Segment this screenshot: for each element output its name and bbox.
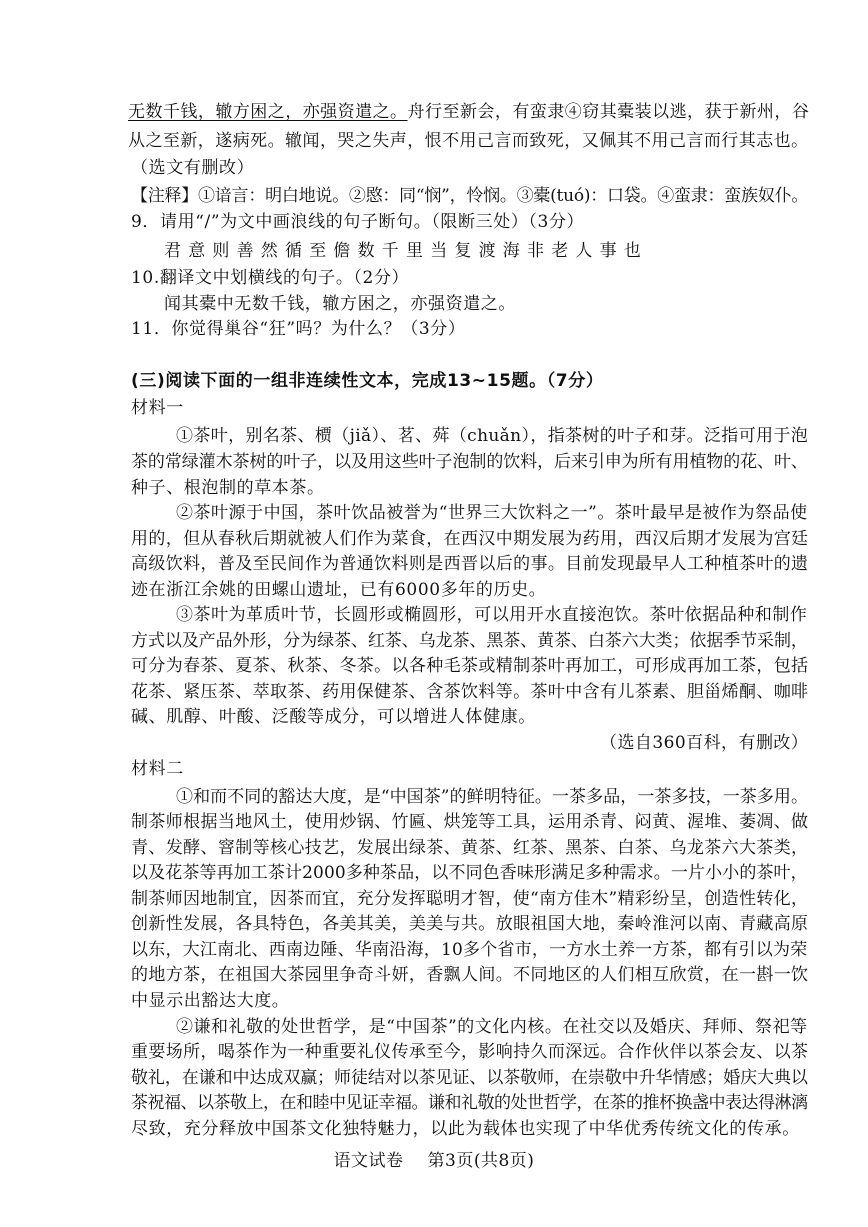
passage-line-1-rest: 舟行至新会，有蛮隶④窃其橐装以逃，获于新州，谷 [407, 102, 810, 122]
material-2-line: 制茶师根据当地风土，使用炒锅、竹匾、烘笼等工具，运用杀青、闷黄、渥堆、萎凋、做 [131, 812, 809, 832]
footer-subject: 语文试卷 [333, 1151, 404, 1171]
material-2-line: 敬礼，在谦和中达成双赢；师徒结对以茶见证、以茶敬师，在崇敬中升华情感；婚庆大典以 [131, 1068, 808, 1088]
material-1-title: 材料一 [131, 398, 184, 418]
material-2-title: 材料二 [131, 759, 184, 779]
material-2-line: 中显示出豁达大度。 [131, 991, 290, 1011]
material-2-line: 重要场所，喝茶作为一种重要礼仪传承至今，影响持久而深远。合作伙伴以茶会友、以茶 [131, 1042, 809, 1062]
question-10: 10.翻译文中划横线的句子。（2分） [131, 268, 410, 288]
material-2-line: 青、发酵、窨制等核心技艺，发展出绿茶、黄茶、红茶、黑茶、白茶、乌龙茶六大茶类， [131, 838, 809, 858]
question-10-sentence: 闻其橐中无数千钱，辙方困之，亦强资遣之。 [164, 294, 516, 314]
material-1-line: ①茶叶，别名茶、槚（jiǎ）、茗、荈（chuǎn），指茶树的叶子和芽。泛指可用于泡 [176, 426, 809, 446]
material-1-source: （选自360百科，有删改） [600, 733, 809, 753]
footer-page-number: 第3页(共8页) [427, 1151, 535, 1171]
material-2-line: ①和而不同的豁达大度，是“中国茶”的鲜明特征。一茶多品，一茶多技，一茶多用。 [176, 787, 809, 807]
material-1-line: ③茶叶为革质叶节，长圆形或椭圆形，可以用开水直接泡饮。茶叶依据品种和制作 [176, 605, 808, 625]
material-2-line: ②谦和礼敬的处世哲学，是“中国茶”的文化内核。在社交以及婚庆、拜师、祭祀等 [176, 1017, 808, 1037]
passage-source: （选文有删改） [131, 158, 255, 178]
question-9-sentence: 君意则善然循至儋数千里当复渡海非老人事也 [164, 241, 648, 261]
material-1-line: 碱、肌醇、叶酸、泛酸等成分，可以增进人体健康。 [131, 707, 536, 727]
page-footer [0, 1150, 868, 1172]
question-9: 9．请用“/”为文中画浪线的句子断句。（限断三处）（3分） [131, 212, 585, 232]
material-2-line: 茶祝福、以茶敬上，在和睦中见证幸福。谦和礼敬的处世哲学，在茶的推杯换盏中表达得淋漓 [131, 1093, 808, 1113]
material-1-line: 花茶、紧压茶、萃取茶、药用保健茶、含茶饮料等。茶叶中含有儿茶素、胆甾烯酮、咖啡 [131, 682, 809, 702]
material-1-line: 可分为春茶、夏茶、秋茶、冬茶。以各种毛茶或精制茶叶再加工，可形成再加工茶，包括 [131, 656, 809, 676]
material-2-line: 以及花茶等再加工茶计2000多种茶品，以不同色香味形满足多种需求。一片小小的茶叶， [131, 863, 808, 883]
material-2-line: 制茶师因地制宜，因茶而宜，充分发挥聪明才智，使“南方佳木”精彩纷呈，创造性转化， [131, 889, 809, 909]
material-1-line: 方式以及产品外形，分为绿茶、红茶、乌龙茶、黑茶、黄茶、白茶六大类；依据季节采制， [131, 631, 808, 651]
underlined-sentence: 无数千钱，辙方困之，亦强资遣之。 [128, 102, 408, 122]
material-1-line: 高级饮料，普及至民间作为普通饮料则是西晋以后的事。目前发现最早人工种植茶叶的遗 [131, 554, 809, 574]
material-1-line: 茶的常绿灌木茶树的叶子，以及用这些叶子泡制的饮料，后来引申为所有用植物的花、叶、 [131, 452, 808, 472]
material-2-line: 创新性发展，各具特色，各美其美，美美与共。放眼祖国大地，秦岭淮河以南、青藏高原 [131, 914, 809, 934]
material-2-line: 尽致，充分释放中国茶文化独特魅力，以此为载体也实现了中华优秀传统文化的传承。 [131, 1119, 800, 1139]
material-2-line: 的地方茶，在祖国大茶园里争奇斗妍，香飘人间。不同地区的人们相互欣赏，在一斟一饮 [131, 965, 809, 985]
passage-note: 【注释】①谙言：明白地说。②愍：同“悯”，怜悯。③橐(tuó)：口袋。④蛮隶：蛮族奴仆。 [131, 186, 809, 206]
section-3-heading: (三)阅读下面的一组非连续性文本，完成13~15题。（7分） [131, 371, 604, 391]
question-11: 11．你觉得巢谷“狂”吗？为什么？（3分） [131, 319, 466, 339]
material-1-line: ②茶叶源于中国，茶叶饮品被誉为“世界三大饮料之一”。茶叶最早是被作为祭品使 [176, 503, 808, 523]
passage-line-2: 从之至新，遂病死。辙闻，哭之失声，恨不用己言而致死，又佩其不用己言而行其志也。 [128, 131, 809, 151]
material-2-line: 以东，大江南北、西南边陲、华南沿海，10多个省市，一方水土养一方茶，都有引以为荣 [131, 940, 808, 960]
material-1-line: 用的，但从春秋后期就被人们作为菜食，在西汉中期发展为药用，西汉后期才发展为宫廷 [131, 529, 809, 549]
material-1-line: 种子、根泡制的草本茶。 [131, 478, 325, 498]
passage-line-1 [128, 101, 809, 123]
material-1-line: 迹在浙江余姚的田螺山遗址，已有6000多年的历史。 [131, 580, 547, 600]
